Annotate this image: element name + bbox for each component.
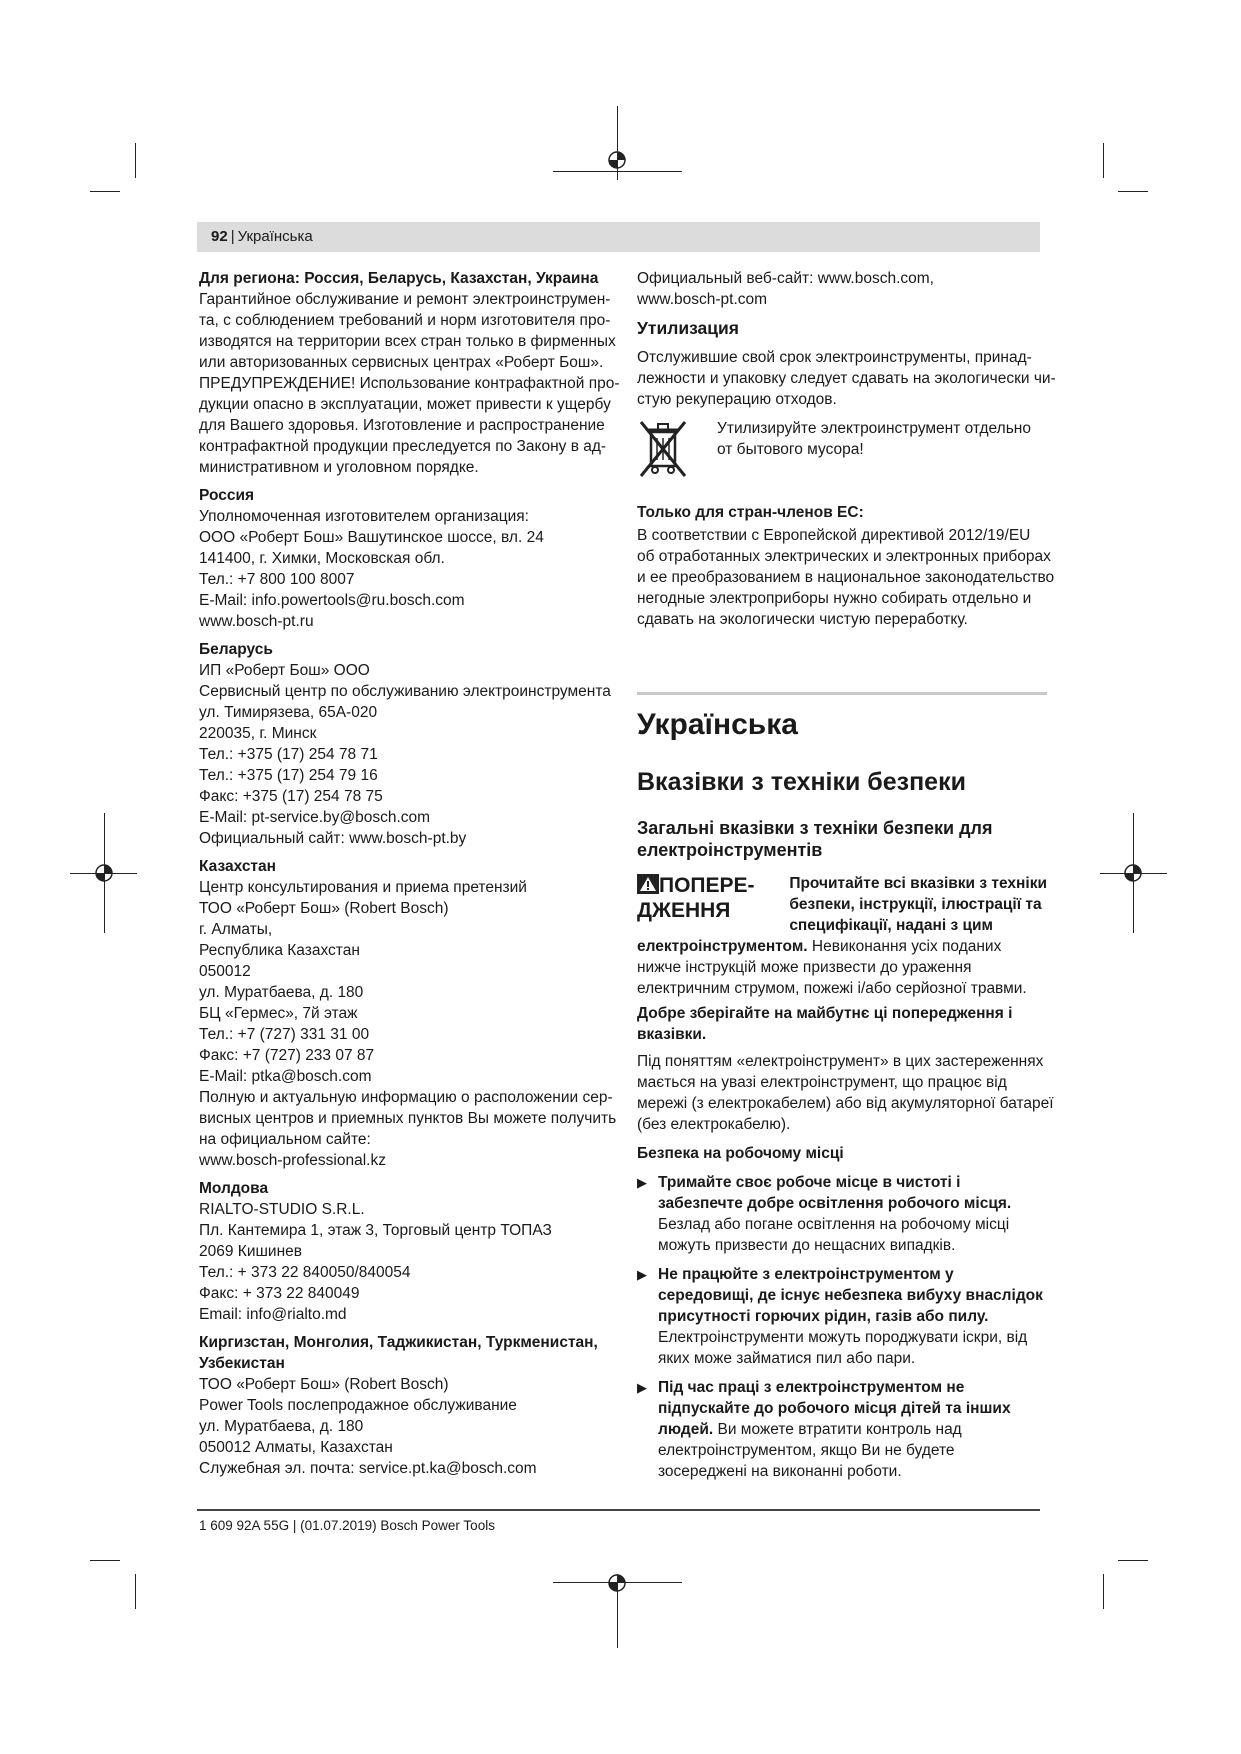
- crop-mark: [90, 1560, 120, 1561]
- bullet-arrow-icon: ▶: [637, 1267, 647, 1282]
- bullet-arrow-icon: ▶: [637, 1175, 647, 1190]
- text-line: та, с соблюдением требований и норм изготовителя про-: [199, 312, 611, 329]
- text-line: (без електрокабелю).: [637, 1116, 791, 1133]
- left-column: [199, 268, 620, 1486]
- text-line: нижче інструкцій може призвести до ураження: [637, 959, 972, 976]
- text-line: ул. Тимирязева, 65А-020: [199, 704, 378, 721]
- text-line: 050012 Алматы, Казахстан: [199, 1439, 393, 1456]
- text-line: Email: info@rialto.md: [199, 1306, 347, 1323]
- text-line: Республика Казахстан: [199, 942, 360, 959]
- text-line: ИП «Роберт Бош» ООО: [199, 662, 370, 679]
- crop-mark: [1118, 1560, 1148, 1561]
- text-line: Тел.: +7 (727) 331 31 00: [199, 1026, 370, 1043]
- text-line: 2069 Кишинев: [199, 1243, 302, 1260]
- text-line: ООО «Роберт Бош» Вашутинское шоссе, вл. 24: [199, 529, 544, 546]
- text-line: об отработанных электрических и электронных приборах: [637, 548, 1051, 565]
- text-line: лежности и упаковку следует сдавать на экологически чи-: [637, 370, 1056, 387]
- bullet-text: Безлад або погане освітлення на робочому місці можуть призвести до нещасних випадків.: [658, 1216, 1010, 1254]
- text-line: 220035, г. Минск: [199, 725, 317, 742]
- bullet-bold: Тримайте своє робоче місце в чистоті і забезпечте добре освітлення робочого місця.: [658, 1174, 1012, 1212]
- text-line: ТОО «Роберт Бош» (Robert Bosch): [199, 1376, 449, 1393]
- bullet-text: Ви можете втратити контроль над електроінструментом, якщо Ви не будете зосереджені на виконанні роботи.: [658, 1421, 962, 1480]
- text-line: мається на увазі електроінструмент, що працює від: [637, 1074, 1007, 1091]
- disposal-heading: Утилизация: [637, 318, 740, 338]
- block-heading: Россия: [199, 487, 255, 504]
- text-line: E-Mail: pt-service.by@bosch.com: [199, 809, 431, 826]
- text-line: стую рекуперацию отходов.: [637, 391, 837, 408]
- block-heading: Беларусь: [199, 641, 273, 658]
- text-line: Під поняттям «електроінструмент» в цих застереженнях: [637, 1053, 1044, 1070]
- crop-mark: [135, 143, 136, 178]
- footer-rule: [197, 1509, 1040, 1511]
- registration-target-icon: [607, 1573, 627, 1593]
- website-line: Официальный веб-сайт: www.bosch.com,: [637, 270, 934, 287]
- text-line: Служебная эл. почта: service.pt.ka@bosch.com: [199, 1460, 537, 1477]
- block-heading: Молдова: [199, 1180, 269, 1197]
- service-block-moldova: [199, 1178, 609, 1325]
- text-line: Официальный сайт: www.bosch-pt.by: [199, 830, 467, 847]
- text-line: или авторизованных сервисных центрах «Роберт Бош».: [199, 354, 604, 371]
- text-line: сдавать на экологически чистую переработку.: [637, 611, 968, 628]
- text-line: Факс: +7 (727) 233 07 87: [199, 1047, 375, 1064]
- text-line: мережі (з електрокабелем) або від акумуляторної батареї: [637, 1095, 1054, 1112]
- block-heading: Киргизстан, Монголия, Таджикистан, Туркменистан, Узбекистан: [199, 1334, 598, 1372]
- right-column: [637, 268, 1056, 1482]
- text-line: и ее преобразованием в национальное законодательство: [637, 569, 1055, 586]
- text-line: министративном и уголовном порядке.: [199, 459, 479, 476]
- safety-bullet: [637, 1172, 1047, 1256]
- text-line: Отслужившие свой срок электроинструменты, принад-: [637, 349, 1032, 366]
- page-header: [197, 222, 1040, 252]
- text-line: www.bosch-pt.ru: [199, 613, 314, 630]
- bullet-text: Електроінструменти можуть породжувати іскри, від яких може займатися пил або пари.: [658, 1329, 1028, 1367]
- text-line: Тел.: + 373 22 840050/840054: [199, 1264, 411, 1281]
- text-line: RIALTO-STUDIO S.R.L.: [199, 1201, 365, 1218]
- text-line: висных центров и приемных пунктов Вы можете получить: [199, 1110, 617, 1127]
- text-line: Прочитайте всі вказівки з техніки: [789, 875, 1047, 892]
- text-line: Факс: +375 (17) 254 78 75: [199, 788, 383, 805]
- text-line: Гарантийное обслуживание и ремонт электроинструмен-: [199, 291, 611, 308]
- block-heading: Для региона: Россия, Беларусь, Казахстан, Украина: [199, 270, 599, 287]
- language-title: Українська: [637, 708, 798, 741]
- text-line: изводятся на территории всех стран только в фирменных: [199, 333, 616, 350]
- eu-heading: Только для стран-членов ЕС:: [637, 504, 864, 521]
- crop-mark: [135, 1574, 136, 1609]
- weee-notice: [637, 418, 1047, 480]
- text-line: негодные электроприборы нужно собирать отдельно и: [637, 590, 1032, 607]
- bullet-bold: Під час праці з електроінструментом не підпускайте до робочого місця дітей та інших людей.: [658, 1379, 1011, 1438]
- workplace-heading: Безпека на робочому місці: [637, 1145, 844, 1162]
- crop-mark: [1103, 143, 1104, 178]
- text-line: БЦ «Гермес», 7й этаж: [199, 1005, 358, 1022]
- text-line: ТОО «Роберт Бош» (Robert Bosch): [199, 900, 449, 917]
- text-line: 141400, г. Химки, Московская обл.: [199, 550, 445, 567]
- crop-mark: [90, 191, 120, 192]
- service-block-central-asia: [199, 1332, 609, 1479]
- service-block-russia: [199, 485, 609, 632]
- text-line: Уполномоченная изготовителем организация:: [199, 508, 529, 525]
- warning-rest: Невиконання усіх поданих: [811, 938, 1002, 955]
- safety-title: Вказівки з техніки безпеки: [637, 768, 966, 796]
- text-line: контрафактной продукции преследуется по Закону в ад-: [199, 438, 607, 455]
- warning-icon: [637, 874, 659, 894]
- warning-bold-tail: електроінструментом.: [637, 938, 808, 955]
- bullet-bold: Не працюйте з електроінструментом у середовищі, де існує небезпека вибуху внаслідок присутності горючих рідин, газів або пилу.: [658, 1266, 1043, 1325]
- section-divider: [637, 692, 1047, 695]
- crossed-bin-icon: [637, 418, 689, 480]
- text-line: специфікації, надані з цим: [789, 917, 993, 934]
- general-safety-title: Загальні вказівки з техніки безпеки для електроінструментів: [637, 818, 993, 860]
- warning-label-line: ПОПЕРЕ-: [659, 874, 755, 897]
- header-section: Українська: [237, 228, 313, 245]
- safety-bullet: [637, 1377, 1047, 1482]
- safety-bullet: [637, 1264, 1047, 1369]
- text-line: E-Mail: info.powertools@ru.bosch.com: [199, 592, 465, 609]
- text-line: от бытового мусора!: [717, 441, 864, 458]
- text-line: www.bosch-professional.kz: [199, 1152, 386, 1169]
- text-line: г. Алматы,: [199, 921, 273, 938]
- text-line: Полную и актуальную информацию о расположении сер-: [199, 1089, 613, 1106]
- warning-block: [637, 873, 1047, 936]
- warning-label-line: ДЖЕННЯ: [637, 899, 731, 922]
- service-block-belarus: [199, 639, 609, 849]
- keep-instructions-heading: Добре зберігайте на майбутнє ці попередження і вказівки.: [637, 1005, 1013, 1043]
- text-line: Тел.: +375 (17) 254 79 16: [199, 767, 378, 784]
- header-separator: |: [230, 228, 235, 245]
- text-line: ПРЕДУПРЕЖДЕНИЕ! Использование контрафактной про-: [199, 375, 620, 392]
- text-line: Тел.: +375 (17) 254 78 71: [199, 746, 378, 763]
- text-line: дукции опасно в эксплуатации, может привести к ущербу: [199, 396, 611, 413]
- registration-target-icon: [1123, 863, 1143, 883]
- page-number: 92: [211, 228, 228, 245]
- crop-mark: [1103, 1574, 1104, 1609]
- bullet-arrow-icon: ▶: [637, 1380, 647, 1395]
- text-line: В соответствии с Европейской директивой 2012/19/EU: [637, 527, 1031, 544]
- block-heading: Казахстан: [199, 858, 277, 875]
- text-line: 050012: [199, 963, 251, 980]
- registration-target-icon: [607, 150, 627, 170]
- warning-label: [637, 873, 789, 936]
- text-line: E-Mail: ptka@bosch.com: [199, 1068, 372, 1085]
- website-line: www.bosch-pt.com: [637, 291, 768, 308]
- warning-continuation: [637, 936, 1047, 957]
- text-line: Пл. Кантемира 1, этаж 3, Торговый центр ТОПАЗ: [199, 1222, 552, 1239]
- crop-mark: [1118, 191, 1148, 192]
- text-line: Утилизируйте электроинструмент отдельно: [717, 420, 1031, 437]
- text-line: Power Tools послепродажное обслуживание: [199, 1397, 517, 1414]
- text-line: на официальном сайте:: [199, 1131, 371, 1148]
- text-line: ул. Муратбаева, д. 180: [199, 984, 364, 1001]
- page-footer: 1 609 92A 55G | (01.07.2019) Bosch Power Tools: [199, 1518, 495, 1533]
- text-line: Сервисный центр по обслуживанию электроинструмента: [199, 683, 611, 700]
- text-line: Центр консультирования и приема претензий: [199, 879, 527, 896]
- text-line: електричним струмом, пожежі і/або серйозної травми.: [637, 980, 1027, 997]
- text-line: для Вашего здоровья. Изготовление и распространение: [199, 417, 605, 434]
- service-block-region: [199, 268, 620, 478]
- text-line: Факс: + 373 22 840049: [199, 1285, 360, 1302]
- text-line: Тел.: +7 800 100 8007: [199, 571, 355, 588]
- registration-target-icon: [94, 863, 114, 883]
- warning-side-text: [789, 873, 1047, 936]
- service-block-kazakhstan: [199, 856, 617, 1171]
- text-line: безпеки, інструкції, ілюстрації та: [789, 896, 1042, 913]
- text-line: ул. Муратбаева, д. 180: [199, 1418, 364, 1435]
